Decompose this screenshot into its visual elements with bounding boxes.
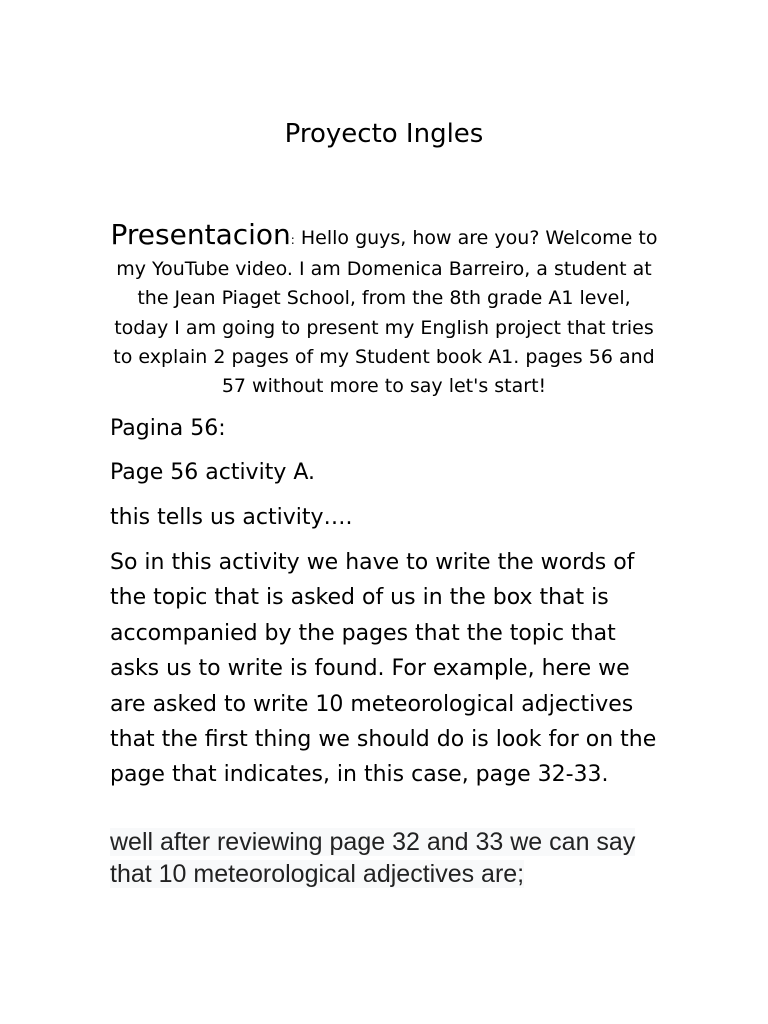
intro-heading: Presentacion bbox=[110, 218, 291, 251]
intro-paragraph bbox=[108, 220, 660, 401]
document-title: Proyecto Ingles bbox=[284, 119, 484, 149]
intro-text: Hello guys, how are you? Welcome to my YouTube video. I am Domenica Barreiro, a student at the Jean Piaget School, from the 8th grade A1 level, today I am going to present my English project that tries to explain 2 pages of my Student book A1. pages 56 and 57 without more to say let's start! bbox=[113, 227, 658, 398]
tells-line: this tells us activity…. bbox=[110, 505, 353, 530]
page-label: Pagina 56: bbox=[110, 416, 226, 441]
body-paragraph: So in this activity we have to write the words of the topic that is asked of us in the box that is accompanied by the pages that the topic that asks us to write is found. For example, here we are asked to write 10 meteorological adjectives that the first thing we should do is look for on the page that indicates, in this case, page 32-33. bbox=[110, 550, 657, 788]
intro-separator: : bbox=[290, 233, 295, 247]
activity-label: Page 56 activity A. bbox=[110, 460, 315, 485]
review-paragraph bbox=[110, 826, 670, 890]
review-text: well after reviewing page 32 and 33 we can say that 10 meteorological adjectives are; bbox=[110, 828, 636, 888]
